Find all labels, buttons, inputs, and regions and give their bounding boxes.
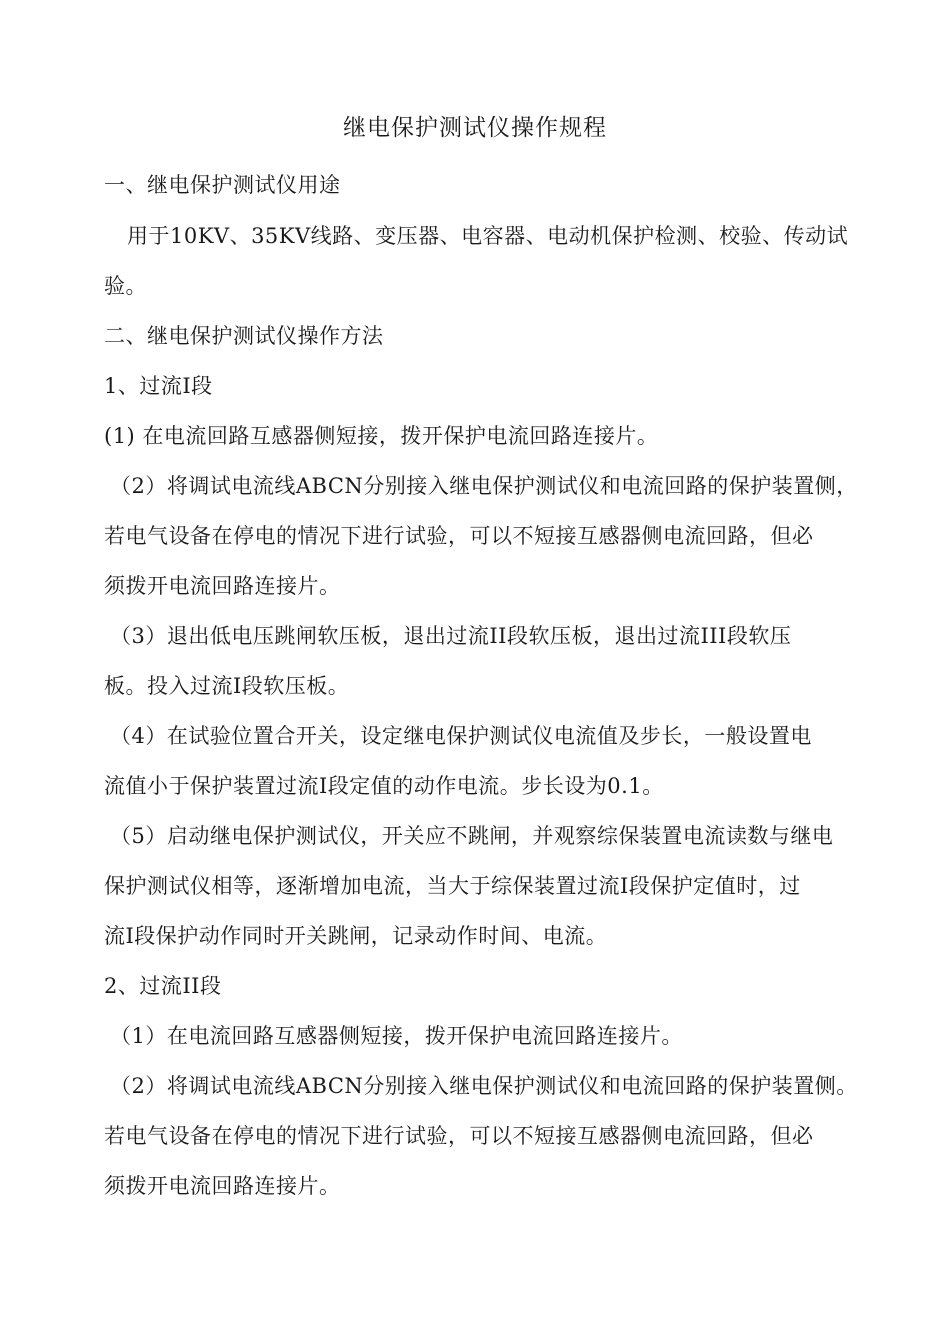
step-line: 若电气设备在停电的情况下进行试验，可以不短接互感器侧电流回路，但必 (104, 524, 814, 548)
subsection-heading-overcurrent-1: 1、过流Ⅰ段 (104, 374, 213, 398)
section-heading-method: 二、继电保护测试仪操作方法 (104, 324, 384, 348)
paragraph-line: 验。 (104, 274, 147, 298)
step-line: （2）将调试电流线ABCN分别接入继电保护测试仪和电流回路的保护装置侧。 (110, 1074, 858, 1098)
step-line: 流Ⅰ段保护动作同时开关跳闸，记录动作时间、电流。 (104, 924, 608, 948)
step-line: 板。投入过流I段软压板。 (104, 674, 350, 698)
step-line: 流值小于保护装置过流Ⅰ段定值的动作电流。步长设为0.1。 (104, 774, 664, 798)
step-line: （1）在电流回路互感器侧短接，拨开保护电流回路连接片。 (110, 1024, 683, 1048)
section-heading-purpose: 一、继电保护测试仪用途 (104, 173, 341, 197)
step-line: 须拨开电流回路连接片。 (104, 1174, 341, 1198)
step-line: (1) 在电流回路互感器侧短接，拨开保护电流回路连接片。 (104, 424, 659, 448)
paragraph-line: 用于10KV、35KV线路、变压器、电容器、电动机保护检测、校验、传动试 (127, 224, 849, 248)
step-line: 须拨开电流回路连接片。 (104, 574, 341, 598)
step-line: （2）将调试电流线ABCN分别接入继电保护测试仪和电流回路的保护装置侧， (110, 474, 858, 498)
step-line: （3）退出低电压跳闸软压板，退出过流II段软压板，退出过流III段软压 (110, 624, 792, 648)
document-title: 继电保护测试仪操作规程 (343, 115, 607, 141)
step-line: 保护测试仪相等，逐渐增加电流，当大于综保装置过流Ⅰ段保护定值时，过 (104, 874, 801, 898)
step-line: 若电气设备在停电的情况下进行试验，可以不短接互感器侧电流回路，但必 (104, 1124, 814, 1148)
step-line: （5）启动继电保护测试仪，开关应不跳闸，并观察综保装置电流读数与继电 (110, 824, 834, 848)
subsection-heading-overcurrent-2: 2、过流II段 (104, 974, 222, 998)
step-line: （4）在试验位置合开关，设定继电保护测试仪电流值及步长，一般设置电 (110, 724, 812, 748)
